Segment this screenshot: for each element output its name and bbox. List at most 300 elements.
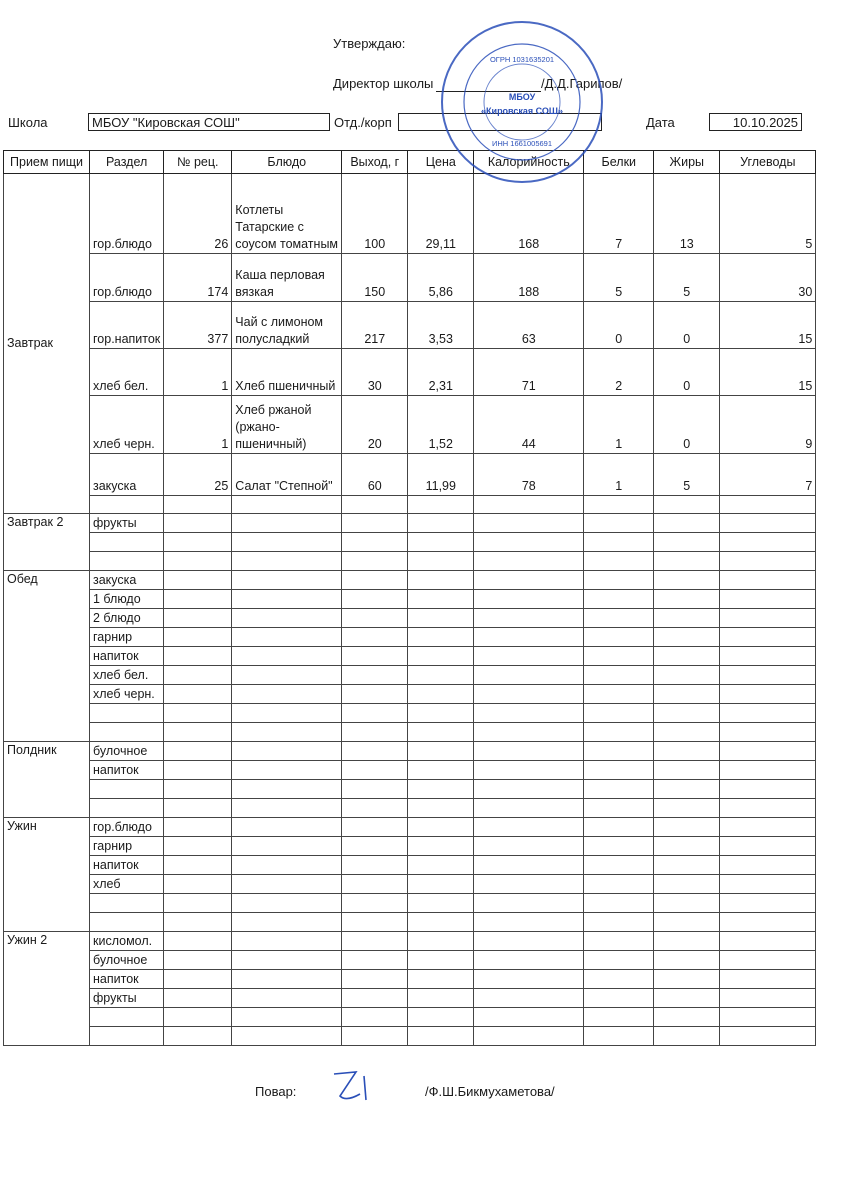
protein-cell: 1 bbox=[584, 396, 654, 454]
empty-cell bbox=[654, 742, 720, 761]
empty-cell bbox=[654, 628, 720, 647]
col-header: Калорийность bbox=[474, 151, 584, 174]
school-label: Школа bbox=[8, 115, 48, 130]
empty-cell bbox=[720, 894, 816, 913]
table-row bbox=[4, 1008, 816, 1027]
section-cell: булочное bbox=[90, 951, 164, 970]
carbs-cell: 15 bbox=[720, 349, 816, 396]
empty-cell bbox=[584, 533, 654, 552]
empty-cell bbox=[232, 514, 342, 533]
table-row bbox=[4, 628, 816, 647]
empty-cell bbox=[720, 666, 816, 685]
output-cell: 100 bbox=[342, 174, 408, 254]
section-cell: гор.блюдо bbox=[90, 818, 164, 837]
empty-cell bbox=[654, 552, 720, 571]
section-cell: закуска bbox=[90, 571, 164, 590]
empty-cell bbox=[164, 496, 232, 514]
output-cell: 150 bbox=[342, 254, 408, 302]
empty-cell bbox=[408, 951, 474, 970]
empty-cell bbox=[720, 837, 816, 856]
empty-cell bbox=[232, 496, 342, 514]
empty-cell bbox=[474, 742, 584, 761]
cook-name: /Ф.Ш.Бикмухаметова/ bbox=[425, 1084, 555, 1099]
empty-cell bbox=[164, 951, 232, 970]
empty-cell bbox=[232, 723, 342, 742]
empty-cell bbox=[342, 932, 408, 951]
empty-cell bbox=[584, 951, 654, 970]
empty-cell bbox=[164, 514, 232, 533]
empty-cell bbox=[584, 894, 654, 913]
protein-cell: 5 bbox=[584, 254, 654, 302]
empty-cell bbox=[584, 856, 654, 875]
empty-cell bbox=[584, 1008, 654, 1027]
empty-cell bbox=[232, 951, 342, 970]
protein-cell: 7 bbox=[584, 174, 654, 254]
empty-cell bbox=[164, 989, 232, 1008]
empty-cell bbox=[584, 552, 654, 571]
empty-cell bbox=[342, 761, 408, 780]
empty-cell bbox=[232, 837, 342, 856]
section-cell bbox=[90, 780, 164, 799]
empty-cell bbox=[720, 970, 816, 989]
empty-cell bbox=[164, 1008, 232, 1027]
table-row bbox=[4, 571, 816, 590]
empty-cell bbox=[342, 799, 408, 818]
empty-cell bbox=[342, 647, 408, 666]
table-row bbox=[4, 799, 816, 818]
empty-cell bbox=[584, 496, 654, 514]
empty-cell bbox=[342, 666, 408, 685]
col-header: Блюдо bbox=[232, 151, 342, 174]
empty-cell bbox=[232, 647, 342, 666]
table-row bbox=[4, 761, 816, 780]
table-row bbox=[4, 609, 816, 628]
recipe-cell: 174 bbox=[164, 254, 232, 302]
empty-cell bbox=[654, 571, 720, 590]
table-row bbox=[4, 989, 816, 1008]
price-cell: 11,99 bbox=[408, 454, 474, 496]
empty-cell bbox=[720, 875, 816, 894]
price-cell: 5,86 bbox=[408, 254, 474, 302]
col-header: Раздел bbox=[90, 151, 164, 174]
svg-text:МБОУ: МБОУ bbox=[508, 92, 536, 102]
table-row bbox=[4, 970, 816, 989]
empty-cell bbox=[720, 856, 816, 875]
empty-cell bbox=[408, 496, 474, 514]
empty-cell bbox=[408, 989, 474, 1008]
section-cell: закуска bbox=[90, 454, 164, 496]
empty-cell bbox=[232, 989, 342, 1008]
carbs-cell: 5 bbox=[720, 174, 816, 254]
protein-cell: 1 bbox=[584, 454, 654, 496]
empty-cell bbox=[654, 875, 720, 894]
empty-cell bbox=[232, 1027, 342, 1046]
empty-cell bbox=[474, 704, 584, 723]
school-field[interactable]: МБОУ "Кировская СОШ" bbox=[88, 113, 330, 131]
empty-cell bbox=[720, 704, 816, 723]
kcal-cell: 44 bbox=[474, 396, 584, 454]
fat-cell: 13 bbox=[654, 174, 720, 254]
section-cell: гарнир bbox=[90, 628, 164, 647]
empty-cell bbox=[474, 894, 584, 913]
empty-cell bbox=[164, 628, 232, 647]
empty-cell bbox=[164, 799, 232, 818]
svg-text:ОГРН 1031635201: ОГРН 1031635201 bbox=[489, 55, 555, 64]
empty-cell bbox=[720, 552, 816, 571]
col-header: Жиры bbox=[654, 151, 720, 174]
empty-cell bbox=[164, 894, 232, 913]
empty-cell bbox=[342, 723, 408, 742]
empty-cell bbox=[342, 514, 408, 533]
table-row bbox=[4, 780, 816, 799]
empty-cell bbox=[654, 989, 720, 1008]
empty-cell bbox=[720, 913, 816, 932]
empty-cell bbox=[408, 1027, 474, 1046]
empty-cell bbox=[584, 913, 654, 932]
empty-cell bbox=[164, 970, 232, 989]
empty-cell bbox=[342, 970, 408, 989]
empty-cell bbox=[408, 932, 474, 951]
protein-cell: 2 bbox=[584, 349, 654, 396]
section-cell: гарнир bbox=[90, 837, 164, 856]
empty-cell bbox=[584, 742, 654, 761]
table-row bbox=[4, 875, 816, 894]
empty-cell bbox=[342, 1027, 408, 1046]
empty-cell bbox=[474, 856, 584, 875]
dish-cell: Салат "Степной" bbox=[232, 454, 342, 496]
empty-cell bbox=[654, 799, 720, 818]
protein-cell: 0 bbox=[584, 302, 654, 349]
table-row bbox=[4, 723, 816, 742]
carbs-cell: 9 bbox=[720, 396, 816, 454]
meal-cell: Ужин bbox=[4, 818, 90, 932]
col-header: Прием пищи bbox=[4, 151, 90, 174]
dish-cell: Хлеб ржаной (ржано-пшеничный) bbox=[232, 396, 342, 454]
empty-cell bbox=[720, 571, 816, 590]
section-cell bbox=[90, 1027, 164, 1046]
empty-cell bbox=[408, 837, 474, 856]
empty-cell bbox=[342, 533, 408, 552]
empty-cell bbox=[584, 590, 654, 609]
empty-cell bbox=[720, 647, 816, 666]
section-cell: фрукты bbox=[90, 514, 164, 533]
fat-cell: 0 bbox=[654, 349, 720, 396]
empty-cell bbox=[408, 552, 474, 571]
table-row bbox=[4, 396, 816, 454]
section-cell: 1 блюдо bbox=[90, 590, 164, 609]
empty-cell bbox=[342, 590, 408, 609]
empty-cell bbox=[654, 514, 720, 533]
empty-cell bbox=[474, 685, 584, 704]
table-row bbox=[4, 704, 816, 723]
empty-cell bbox=[342, 1008, 408, 1027]
section-cell: напиток bbox=[90, 970, 164, 989]
empty-cell bbox=[720, 1027, 816, 1046]
empty-cell bbox=[232, 970, 342, 989]
empty-cell bbox=[720, 742, 816, 761]
table-row bbox=[4, 590, 816, 609]
section-cell: хлеб бел. bbox=[90, 349, 164, 396]
section-cell: гор.напиток bbox=[90, 302, 164, 349]
empty-cell bbox=[720, 723, 816, 742]
empty-cell bbox=[474, 647, 584, 666]
table-row bbox=[4, 951, 816, 970]
price-cell: 1,52 bbox=[408, 396, 474, 454]
section-cell: кисломол. bbox=[90, 932, 164, 951]
empty-cell bbox=[474, 761, 584, 780]
section-cell: напиток bbox=[90, 761, 164, 780]
empty-cell bbox=[654, 1027, 720, 1046]
carbs-cell: 15 bbox=[720, 302, 816, 349]
empty-cell bbox=[164, 590, 232, 609]
empty-cell bbox=[720, 932, 816, 951]
col-header: Цена bbox=[408, 151, 474, 174]
empty-cell bbox=[474, 723, 584, 742]
empty-cell bbox=[342, 856, 408, 875]
output-cell: 30 bbox=[342, 349, 408, 396]
col-header: Углеводы bbox=[720, 151, 816, 174]
fat-cell: 5 bbox=[654, 254, 720, 302]
empty-cell bbox=[232, 704, 342, 723]
empty-cell bbox=[474, 780, 584, 799]
empty-cell bbox=[232, 780, 342, 799]
section-cell: хлеб бел. bbox=[90, 666, 164, 685]
table-row bbox=[4, 349, 816, 396]
section-cell: фрукты bbox=[90, 989, 164, 1008]
empty-cell bbox=[408, 970, 474, 989]
empty-cell bbox=[654, 932, 720, 951]
kcal-cell: 168 bbox=[474, 174, 584, 254]
approve-label: Утверждаю: bbox=[333, 36, 406, 51]
empty-cell bbox=[232, 685, 342, 704]
carbs-cell: 7 bbox=[720, 454, 816, 496]
empty-cell bbox=[408, 590, 474, 609]
empty-cell bbox=[584, 571, 654, 590]
empty-cell bbox=[584, 609, 654, 628]
empty-cell bbox=[474, 533, 584, 552]
col-header: Выход, г bbox=[342, 151, 408, 174]
table-row bbox=[4, 913, 816, 932]
kcal-cell: 78 bbox=[474, 454, 584, 496]
dish-cell: Хлеб пшеничный bbox=[232, 349, 342, 396]
fat-cell: 0 bbox=[654, 302, 720, 349]
recipe-cell: 377 bbox=[164, 302, 232, 349]
section-cell bbox=[90, 799, 164, 818]
empty-cell bbox=[474, 666, 584, 685]
empty-cell bbox=[408, 856, 474, 875]
empty-cell bbox=[342, 913, 408, 932]
empty-cell bbox=[720, 761, 816, 780]
empty-cell bbox=[342, 989, 408, 1008]
empty-cell bbox=[474, 989, 584, 1008]
section-cell bbox=[90, 552, 164, 571]
table-row bbox=[4, 174, 816, 254]
school-stamp bbox=[438, 18, 606, 186]
empty-cell bbox=[232, 666, 342, 685]
empty-cell bbox=[342, 704, 408, 723]
empty-cell bbox=[408, 818, 474, 837]
table-row bbox=[4, 647, 816, 666]
empty-cell bbox=[474, 1008, 584, 1027]
empty-cell bbox=[720, 590, 816, 609]
recipe-cell: 26 bbox=[164, 174, 232, 254]
table-row bbox=[4, 1027, 816, 1046]
empty-cell bbox=[720, 628, 816, 647]
empty-cell bbox=[720, 1008, 816, 1027]
empty-cell bbox=[474, 1027, 584, 1046]
svg-text:ИНН 1661005691: ИНН 1661005691 bbox=[491, 139, 553, 148]
empty-cell bbox=[654, 894, 720, 913]
section-cell: булочное bbox=[90, 742, 164, 761]
empty-cell bbox=[342, 628, 408, 647]
empty-cell bbox=[720, 533, 816, 552]
empty-cell bbox=[654, 666, 720, 685]
empty-cell bbox=[474, 818, 584, 837]
empty-cell bbox=[408, 913, 474, 932]
empty-cell bbox=[342, 818, 408, 837]
empty-cell bbox=[584, 723, 654, 742]
empty-cell bbox=[164, 647, 232, 666]
kcal-cell: 188 bbox=[474, 254, 584, 302]
section-cell: хлеб черн. bbox=[90, 685, 164, 704]
empty-cell bbox=[408, 533, 474, 552]
dept-label: Отд./корп bbox=[334, 115, 392, 130]
empty-cell bbox=[654, 1008, 720, 1027]
empty-cell bbox=[720, 780, 816, 799]
svg-text:«Кировская СОШ»: «Кировская СОШ» bbox=[481, 106, 563, 116]
empty-cell bbox=[342, 609, 408, 628]
empty-cell bbox=[474, 552, 584, 571]
empty-cell bbox=[584, 647, 654, 666]
section-cell: напиток bbox=[90, 856, 164, 875]
table-row bbox=[4, 837, 816, 856]
empty-cell bbox=[232, 932, 342, 951]
empty-cell bbox=[584, 780, 654, 799]
meal-cell: Полдник bbox=[4, 742, 90, 818]
empty-cell bbox=[720, 989, 816, 1008]
empty-cell bbox=[584, 628, 654, 647]
empty-cell bbox=[164, 761, 232, 780]
date-field[interactable]: 10.10.2025 bbox=[709, 113, 802, 131]
empty-cell bbox=[474, 799, 584, 818]
empty-cell bbox=[164, 856, 232, 875]
meal-cell: Завтрак 2 bbox=[4, 514, 90, 571]
empty-cell bbox=[232, 818, 342, 837]
empty-cell bbox=[342, 685, 408, 704]
empty-cell bbox=[474, 951, 584, 970]
empty-cell bbox=[584, 761, 654, 780]
empty-cell bbox=[474, 628, 584, 647]
menu-table bbox=[3, 150, 816, 1046]
empty-cell bbox=[164, 704, 232, 723]
meal-cell: Ужин 2 bbox=[4, 932, 90, 1046]
empty-cell bbox=[232, 533, 342, 552]
price-cell: 3,53 bbox=[408, 302, 474, 349]
empty-cell bbox=[654, 533, 720, 552]
table-row bbox=[4, 514, 816, 533]
empty-cell bbox=[584, 704, 654, 723]
empty-cell bbox=[408, 894, 474, 913]
recipe-cell: 1 bbox=[164, 349, 232, 396]
empty-cell bbox=[164, 913, 232, 932]
empty-cell bbox=[408, 799, 474, 818]
cook-signature bbox=[326, 1066, 386, 1106]
empty-cell bbox=[584, 666, 654, 685]
empty-cell bbox=[408, 609, 474, 628]
price-cell: 29,11 bbox=[408, 174, 474, 254]
section-cell bbox=[90, 894, 164, 913]
fat-cell: 0 bbox=[654, 396, 720, 454]
dish-cell: Котлеты Татарские с соусом томатным bbox=[232, 174, 342, 254]
col-header: № рец. bbox=[164, 151, 232, 174]
col-header: Белки bbox=[584, 151, 654, 174]
empty-cell bbox=[474, 590, 584, 609]
empty-cell bbox=[232, 799, 342, 818]
empty-cell bbox=[232, 628, 342, 647]
section-cell bbox=[90, 723, 164, 742]
dish-cell: Чай с лимоном полусладкий bbox=[232, 302, 342, 349]
empty-cell bbox=[232, 552, 342, 571]
empty-cell bbox=[408, 875, 474, 894]
table-row bbox=[4, 932, 816, 951]
empty-cell bbox=[232, 761, 342, 780]
empty-cell bbox=[408, 761, 474, 780]
empty-cell bbox=[720, 496, 816, 514]
empty-cell bbox=[232, 856, 342, 875]
empty-cell bbox=[232, 590, 342, 609]
table-row bbox=[4, 685, 816, 704]
empty-cell bbox=[342, 496, 408, 514]
empty-cell bbox=[232, 894, 342, 913]
empty-cell bbox=[342, 951, 408, 970]
empty-cell bbox=[584, 875, 654, 894]
empty-cell bbox=[654, 704, 720, 723]
empty-cell bbox=[584, 970, 654, 989]
table-row bbox=[4, 496, 816, 514]
kcal-cell: 63 bbox=[474, 302, 584, 349]
empty-cell bbox=[474, 837, 584, 856]
empty-cell bbox=[654, 723, 720, 742]
director-name: /Д.Д.Гарипов/ bbox=[541, 76, 623, 91]
empty-cell bbox=[232, 1008, 342, 1027]
empty-cell bbox=[474, 514, 584, 533]
empty-cell bbox=[654, 818, 720, 837]
empty-cell bbox=[584, 799, 654, 818]
empty-cell bbox=[720, 799, 816, 818]
empty-cell bbox=[584, 514, 654, 533]
empty-cell bbox=[408, 514, 474, 533]
empty-cell bbox=[164, 780, 232, 799]
section-cell: 2 блюдо bbox=[90, 609, 164, 628]
empty-cell bbox=[164, 723, 232, 742]
fat-cell: 5 bbox=[654, 454, 720, 496]
empty-cell bbox=[654, 951, 720, 970]
empty-cell bbox=[164, 552, 232, 571]
empty-cell bbox=[474, 932, 584, 951]
section-cell: гор.блюдо bbox=[90, 174, 164, 254]
output-cell: 60 bbox=[342, 454, 408, 496]
empty-cell bbox=[584, 837, 654, 856]
empty-cell bbox=[408, 628, 474, 647]
section-cell: хлеб bbox=[90, 875, 164, 894]
empty-cell bbox=[232, 913, 342, 932]
empty-cell bbox=[584, 685, 654, 704]
empty-cell bbox=[164, 875, 232, 894]
empty-cell bbox=[90, 496, 164, 514]
table-row bbox=[4, 818, 816, 837]
empty-cell bbox=[654, 913, 720, 932]
date-label: Дата bbox=[646, 115, 675, 130]
